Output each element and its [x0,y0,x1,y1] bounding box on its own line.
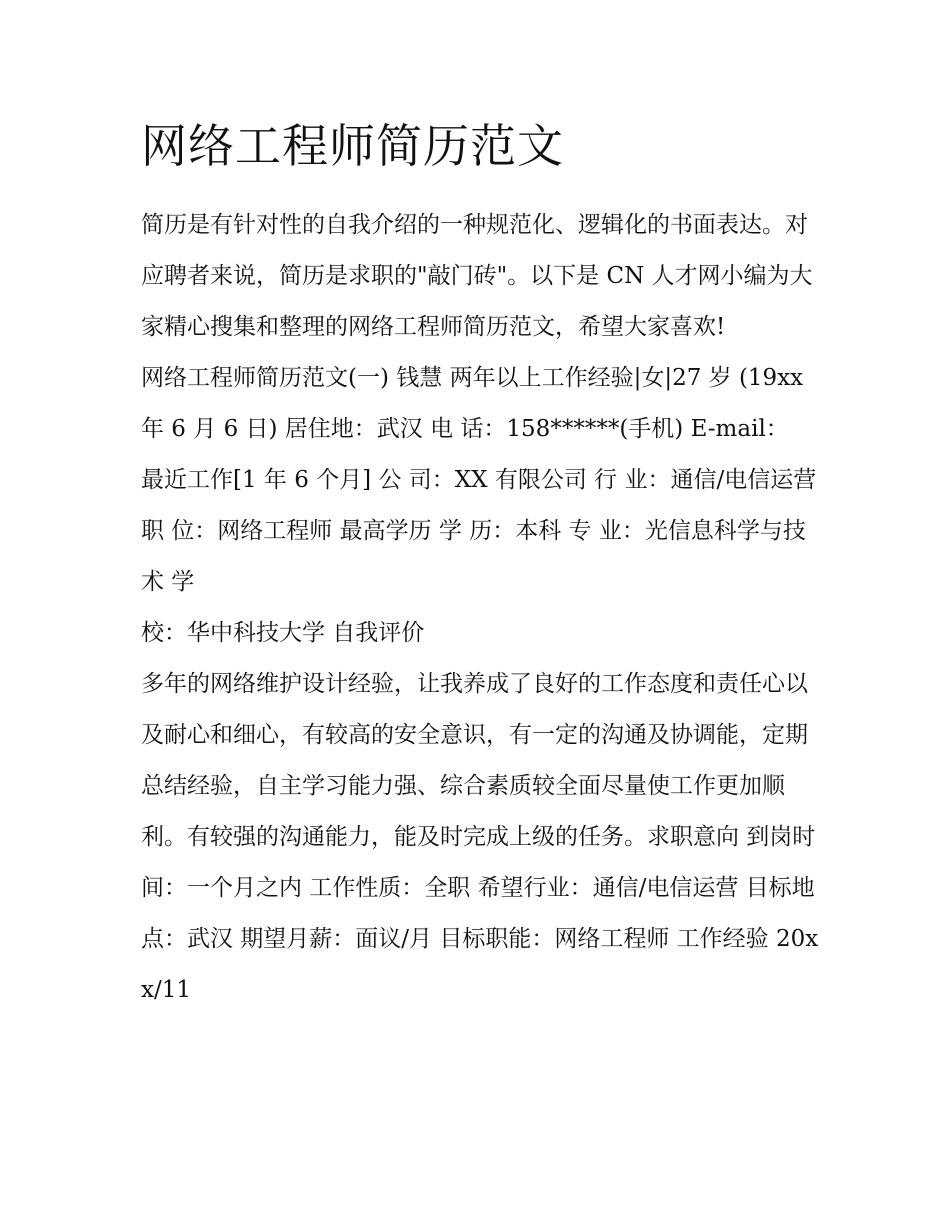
intro-paragraph: 简历是有针对性的自我介绍的一种规范化、逻辑化的书面表达。对应聘者来说，简历是求职的"敲门砖"。以下是 CN 人才网小编为大家精心搜集和整理的网络工程师简历范文，希望大家喜欢! [141,212,813,340]
document-page [141,118,821,1016]
document-title: 网络工程师简历范文 [141,119,564,173]
recent-job-paragraph: 最近工作[1 年 6 个月] 公 司：XX 有限公司 行 业：通信/电信运营 职 位：网络工程师 最高学历 学 历：本科 专 业：光信息科学与技术 学 校：华中科技大学 自我评价 [141,467,817,646]
resume-header-paragraph: 网络工程师简历范文(一) 钱慧 两年以上工作经验|女|27 岁 (19xx 年 6 月 6 日) 居住地：武汉 电 话：158******(手机) E-mail： [141,365,811,442]
self-evaluation-paragraph: 多年的网络维护设计经验，让我养成了良好的工作态度和责任心以及耐心和细心，有较高的安全意识，有一定的沟通及协调能，定期总结经验，自主学习能力强、综合素质较全面尽量使工作更加顺利。有较强的沟通能力，能及时完成上级的任务。求职意向 到岗时间：一个月之内 工作性质：全职 希望行业：通信/电信运营 目标地点：武汉 期望月薪：面议/月 目标职能：网络工程师 工作经验 20xx/11 [141,671,819,1003]
